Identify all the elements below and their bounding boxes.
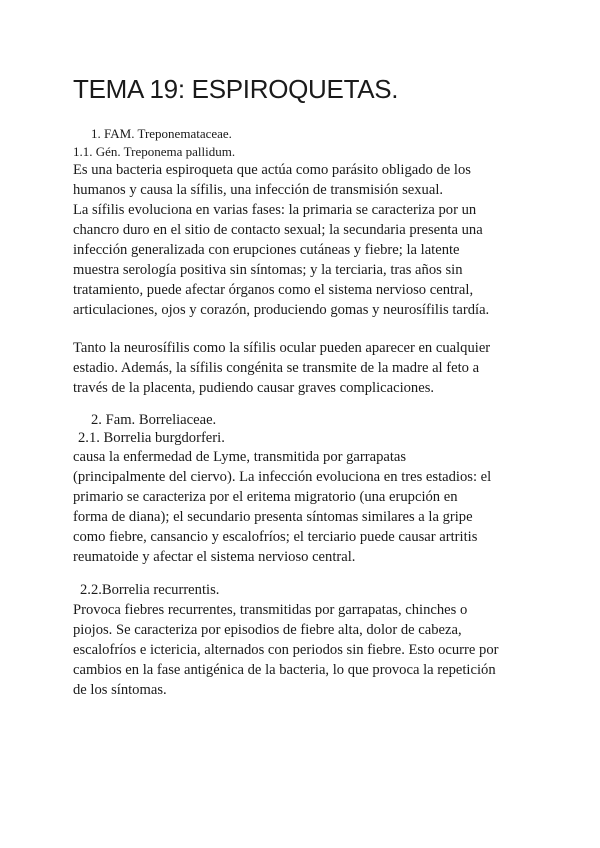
paragraph-line: infección generalizada con erupciones cutáneas y fiebre; la latente <box>73 242 460 258</box>
paragraph-line: muestra serología positiva sin síntomas; y la terciaria, tras años sin <box>73 262 463 278</box>
paragraph-line: través de la placenta, pudiendo causar graves complicaciones. <box>73 380 435 396</box>
paragraph-line: causa la enfermedad de Lyme, transmitida por garrapatas <box>73 449 407 465</box>
paragraph-line: escalofríos e ictericia, alternados con periodos sin fiebre. Esto ocurre por <box>73 642 499 658</box>
paragraph-line: Es una bacteria espiroqueta que actúa como parásito obligado de los <box>73 162 471 178</box>
paragraph-line: La sífilis evoluciona en varias fases: la primaria se caracteriza por un <box>73 202 477 218</box>
paragraph-line: (principalmente del ciervo). La infección evoluciona en tres estadios: el <box>73 469 492 485</box>
section-2-1-heading: 2.1. Borrelia burgdorferi. <box>78 430 225 446</box>
paragraph-line: Tanto la neurosífilis como la sífilis ocular pueden aparecer en cualquier <box>73 340 491 356</box>
section-2-heading: 2. Fam. Borreliaceae. <box>91 412 217 428</box>
paragraph-line: cambios en la fase antigénica de la bacteria, lo que provoca la repetición <box>73 662 496 678</box>
page-title: TEMA 19: ESPIROQUETAS. <box>73 74 399 104</box>
paragraph-line: humanos y causa la sífilis, una infección de transmisión sexual. <box>73 182 444 198</box>
paragraph-line: articulaciones, ojos y corazón, produciendo gomas y neurosífilis tardía. <box>73 302 490 318</box>
paragraph-line: piojos. Se caracteriza por episodios de fiebre alta, dolor de cabeza, <box>73 622 462 638</box>
paragraph-line: como fiebre, cansancio y escalofríos; el terciario puede causar artritis <box>73 529 478 545</box>
paragraph-line: estadio. Además, la sífilis congénita se transmite de la madre al feto a <box>73 360 480 376</box>
section-1-heading: 1. FAM. Treponemataceae. <box>91 126 232 141</box>
paragraph-line: chancro duro en el sitio de contacto sexual; la secundaria presenta una <box>73 222 483 238</box>
section-2-2-heading: 2.2.Borrelia recurrentis. <box>80 582 220 598</box>
paragraph-line: de los síntomas. <box>73 682 167 698</box>
paragraph-line: tratamiento, puede afectar órganos como el sistema nervioso central, <box>73 282 474 298</box>
paragraph-line: forma de diana); el secundario presenta síntomas similares a la gripe <box>73 509 473 525</box>
paragraph-line: Provoca fiebres recurrentes, transmitidas por garrapatas, chinches o <box>73 602 468 618</box>
paragraph-line: reumatoide y afectar el sistema nervioso central. <box>73 549 356 565</box>
paragraph-line: primario se caracteriza por el eritema migratorio (una erupción en <box>73 489 458 505</box>
section-1-1-heading: 1.1. Gén. Treponema pallidum. <box>73 144 236 159</box>
